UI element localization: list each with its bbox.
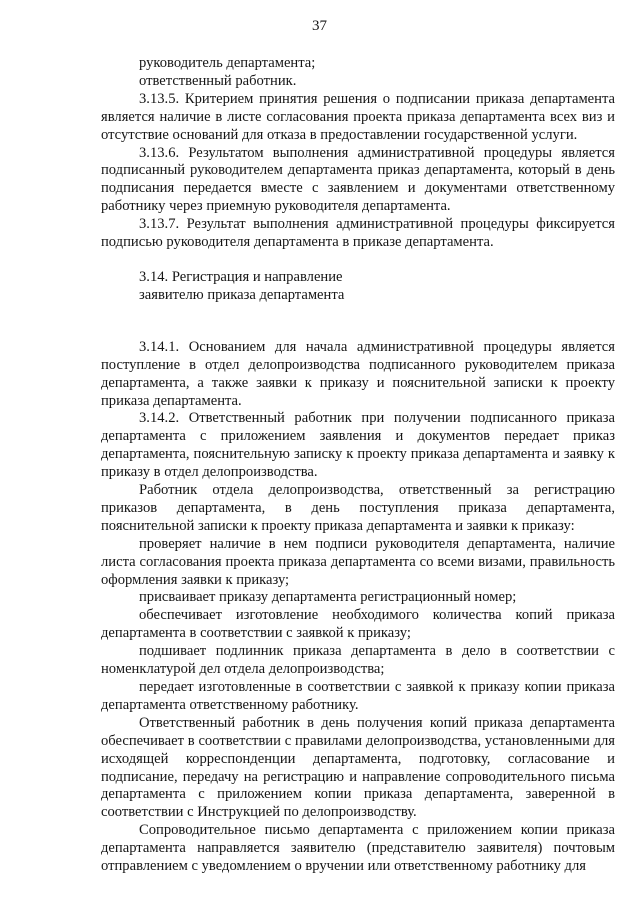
section-heading-line-2: заявителю приказа департамента [139, 286, 345, 303]
paragraph-cover-letter: Сопроводительное письмо департамента с приложением копии приказа департамента направляется заявителю (представителю заявителя) почтовым отправлением с уведомлением о вручении или ответственному работнику для [101, 822, 615, 875]
list-item: ответственный работник. [139, 72, 297, 89]
list-item: руководитель департамента; [139, 55, 316, 71]
paragraph-3-13-6: 3.13.6. Результатом выполнения административной процедуры является подписанный руководителем департамента приказ департамента, который в день подписания передается вместе с заявлением и документами ответственному работнику через приемную руководителя департамента. [101, 144, 615, 215]
section-heading-line-1: 3.14. Регистрация и направление [139, 268, 343, 285]
paragraph-responsible-worker: Ответственный работник в день получения копий приказа департамента обеспечивает в соответствии с правилами делопроизводства, установленными для исходящей корреспонденции департамента, подготовку, согласование и подписание, передачу на регистрацию и направление сопроводительного письма департамента с приложением копии приказа департамента, заверенной в соответствии с Инструкцией по делопроизводству. [101, 714, 615, 821]
paragraph-registration-worker: Работник отдела делопроизводства, ответственный за регистрацию приказов департамента, в день поступления приказа департамента, пояснительной записки к проекту приказа департамента и заявки к приказу: [101, 482, 615, 534]
paragraph-3-14-2: 3.14.2. Ответственный работник при получении подписанного приказа департамента с приложением заявления и документов передает приказ департамента, пояснительную записку к проекту приказа департамента и заявку к приказу в отдел делопроизводства. [101, 410, 615, 481]
list-item: подшивает подлинник приказа департамента в дело в соответствии с номенклатурой дел отдела делопроизводства; [101, 643, 615, 678]
paragraph-3-13-5: 3.13.5. Критерием принятия решения о подписании приказа департамента является наличие в листе согласования проекта приказа департамента всех виз и отсутствие оснований для отказа в предоставлении государственной услуги. [101, 90, 615, 143]
list-item: проверяет наличие в нем подписи руководителя департамента, наличие листа согласования проекта приказа департамента со всеми визами, правильность оформления заявки к приказу; [101, 535, 615, 588]
list-item: обеспечивает изготовление необходимого количества копий приказа департамента в соответствии с заявкой к приказу; [101, 607, 615, 642]
list-item: передает изготовленные в соответствии с заявкой к приказу копии приказа департамента ответственному работнику. [101, 679, 615, 713]
paragraph-3-13-7: 3.13.7. Результат выполнения административной процедуры фиксируется подписью руководителя департамента в приказе департамента. [101, 216, 615, 251]
page-number: 37 [312, 18, 327, 34]
list-item: присваивает приказу департамента регистрационный номер; [139, 589, 517, 606]
paragraph-3-14-1: 3.14.1. Основанием для начала административной процедуры является поступление в отдел делопроизводства подписанного руководителем приказа департамента, а также заявки к приказу и пояснительной записки к проекту приказа департамента. [101, 338, 615, 409]
document-body [101, 55, 615, 876]
